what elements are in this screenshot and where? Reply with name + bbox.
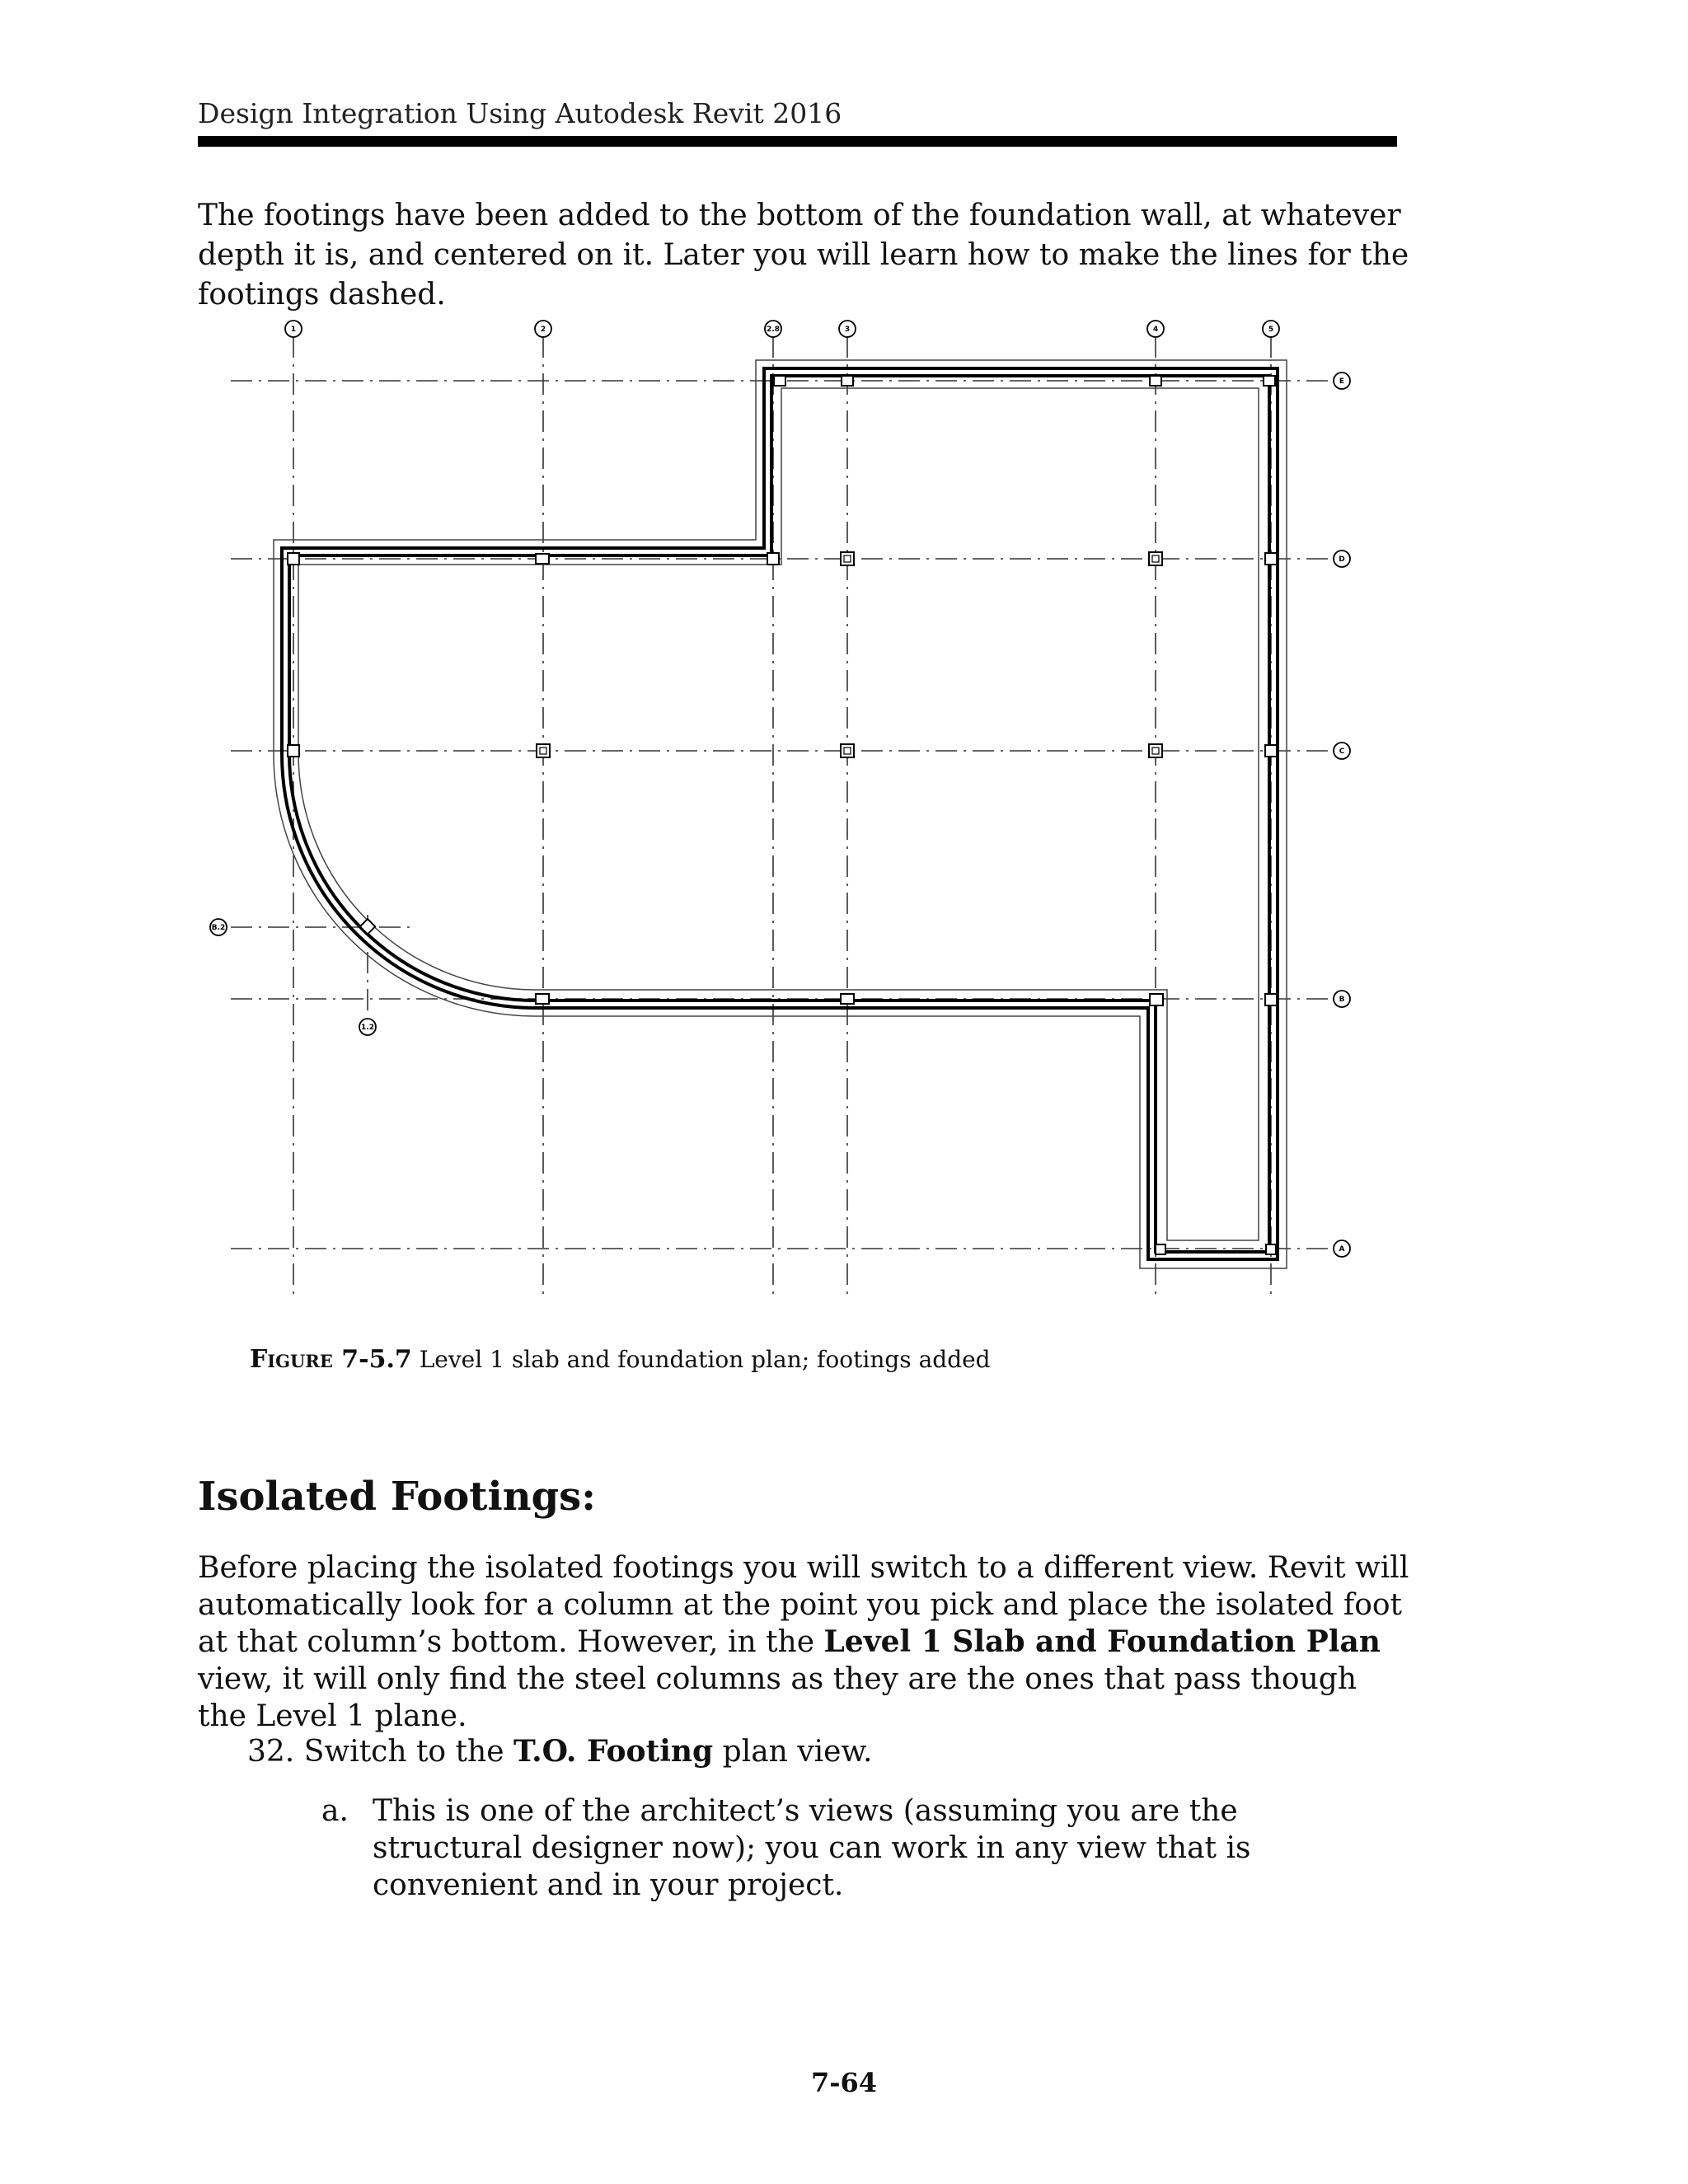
footing-outline-inner: [298, 388, 1259, 1240]
column: [1266, 1244, 1276, 1254]
step-text-post: plan view.: [713, 1735, 873, 1769]
foundation-wall-outer: [282, 368, 1278, 1259]
column: [1265, 994, 1277, 1005]
column: [1150, 376, 1161, 386]
figure-label: Figure 7-5.7: [250, 1345, 412, 1374]
figure-caption: [250, 1345, 991, 1374]
step-number: 32.: [247, 1735, 295, 1769]
grid-label: B.2: [211, 924, 226, 932]
column: [1149, 552, 1162, 565]
body-paragraph: [198, 1549, 1409, 1735]
grid-label: A: [1339, 1245, 1345, 1254]
grid-label: 5: [1268, 326, 1274, 334]
column: [537, 744, 550, 757]
step-text-pre: Switch to the: [303, 1735, 513, 1769]
column: [841, 994, 854, 1004]
column: [360, 919, 375, 934]
grid-label: 4: [1152, 326, 1159, 334]
running-header: Design Integration Using Autodesk Revit 2016: [198, 97, 842, 129]
grid-label: 1: [290, 326, 297, 334]
column: [841, 552, 854, 565]
column: [536, 554, 549, 564]
column: [841, 744, 854, 757]
foundation-plan-drawing: [198, 313, 1368, 1302]
column: [1264, 376, 1275, 386]
column: [774, 376, 785, 386]
footing-outline-outer: [274, 360, 1287, 1268]
section-heading: Isolated Footings:: [198, 1474, 596, 1520]
column: [1265, 745, 1277, 757]
grid-label: E: [1339, 377, 1345, 386]
body-text-part1: Before placing the isolated footings you will switch to a different view. Revit will automatically look for a column at the point you pick and place the isolated foot at that column’s bottom. However, in the: [198, 1551, 1409, 1659]
column: [767, 553, 779, 565]
column: [842, 376, 853, 386]
intro-paragraph: The footings have been added to the bottom of the foundation wall, at whatever depth it is, and centered on it. Later you will learn how to make the lines for the footings dashed.: [198, 199, 1409, 312]
substep-a: [321, 1793, 1393, 1904]
grid-label: 3: [844, 326, 851, 334]
column: [288, 553, 299, 565]
figure-caption-text: Level 1 slab and foundation plan; footings added: [419, 1346, 991, 1373]
grid-label: 2: [540, 326, 546, 334]
grid-label: 2.8: [767, 326, 780, 334]
grid-label: C: [1339, 748, 1345, 756]
columns: [288, 376, 1277, 1254]
grid-label: B: [1339, 996, 1345, 1004]
column: [288, 745, 299, 757]
column: [536, 994, 549, 1004]
page-number: 7-64: [810, 2067, 878, 2098]
column: [1156, 1244, 1165, 1254]
column: [1149, 744, 1162, 757]
grid-label: D: [1339, 555, 1345, 564]
body-text-part2: view, it will only find the steel columns as they are the ones that pass though the Level 1 plane.: [198, 1662, 1357, 1733]
column-centers: [540, 555, 1159, 754]
header-rule: [198, 136, 1397, 147]
foundation-wall-inner: [289, 376, 1269, 1252]
step-32: [247, 1734, 872, 1769]
substep-marker: a.: [321, 1794, 349, 1828]
body-text-bold: Level 1 Slab and Foundation Plan: [823, 1624, 1381, 1659]
grid-label: 1.2: [361, 1024, 374, 1032]
column: [1265, 553, 1277, 565]
column: [1150, 994, 1163, 1005]
step-text-bold: T.O. Footing: [513, 1734, 714, 1769]
grid-lines: [231, 336, 1334, 1294]
substep-text: This is one of the architect’s views (assuming you are the structural designer now); you can work in any view that is convenient and in your project.: [373, 1794, 1251, 1902]
